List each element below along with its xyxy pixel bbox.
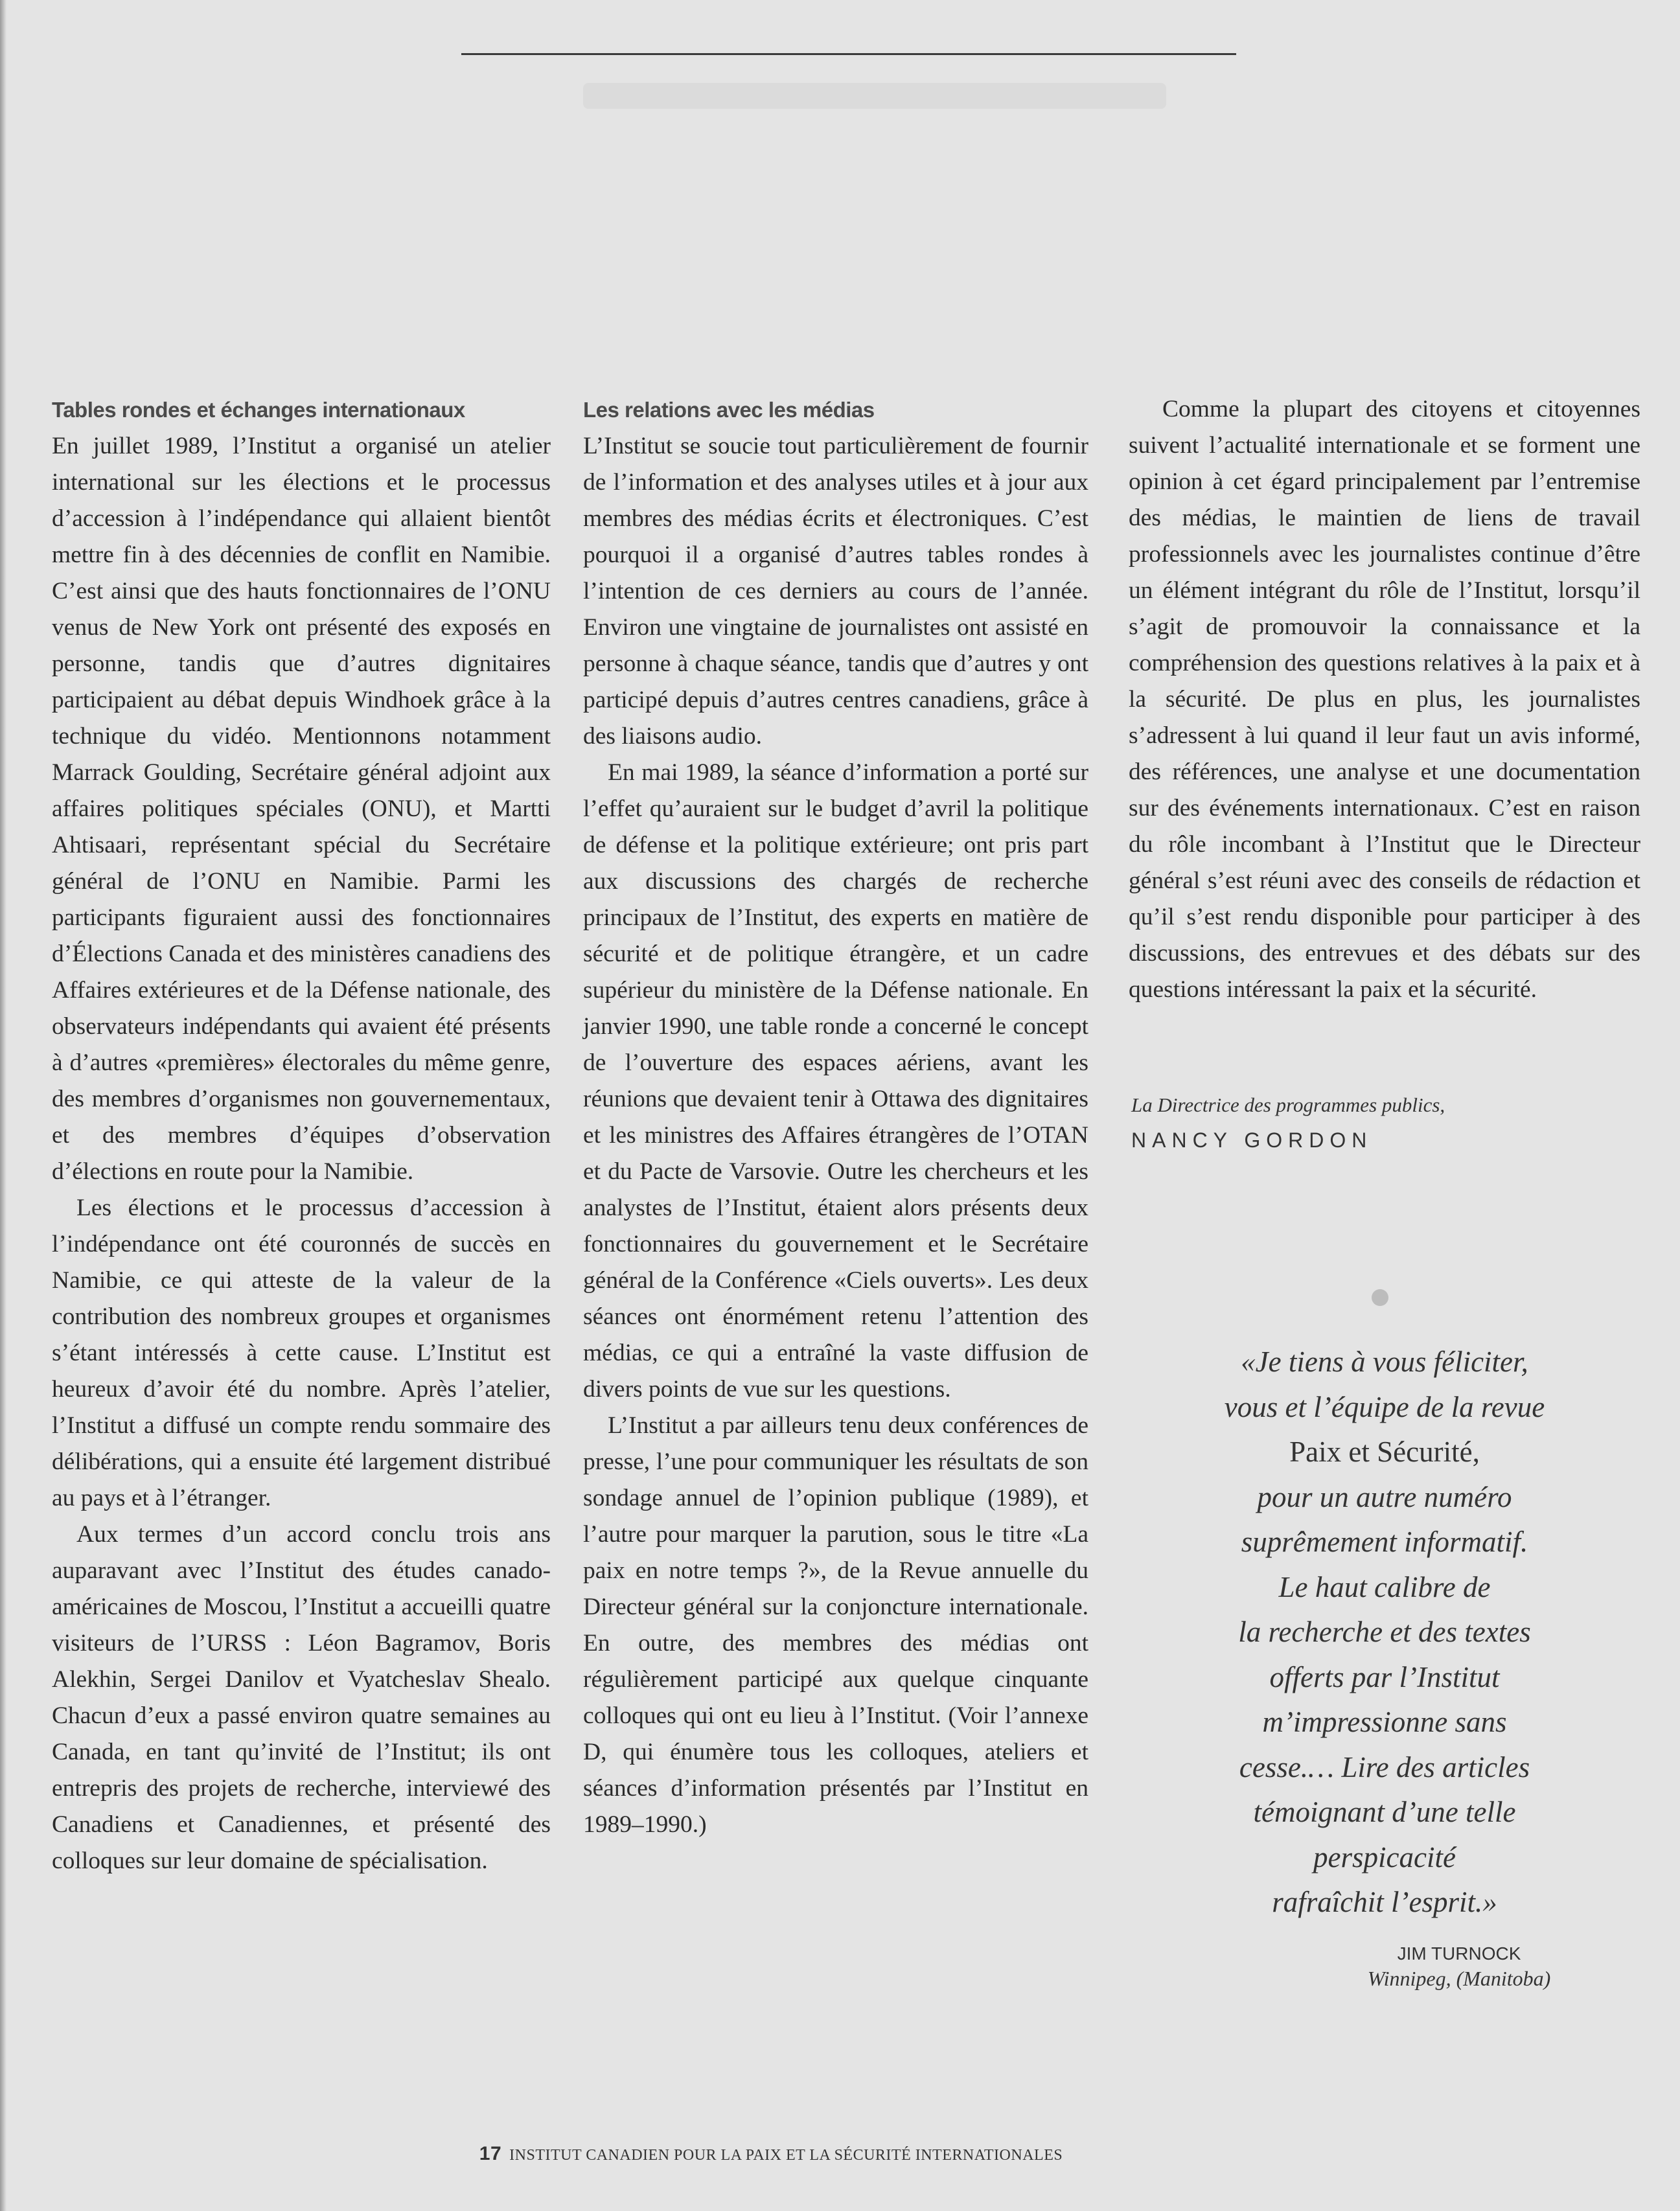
paragraph: En mai 1989, la séance d’information a porté sur l’effet qu’auraient sur le budget d’avril la politique de défense et la politique extérieure; ont pris part aux discussions des chargés de recherche principaux de l’Institut, des experts en matière de sécurité et de politique étrangère, et un cadre supérieur du ministère de la Défense nationale. En janvier 1990, une table ronde a concerné le concept de l’ouverture des espaces aériens, avant les réunions que devaient tenir à Ottawa des dignitaires et les ministres des Affaires étrangères de l’OTAN et du Pacte de Varsovie. Outre les chercheurs et les analystes de l’Institut, étaient alors présents deux fonctionnaires du gouvernement et le Secrétaire général de la Conférence «Ciels ouverts». Les deux séances ont énormément retenu l’attention des médias, ce qui a entraîné la vaste diffusion de divers points de vue sur les questions. xyxy=(583,759,1088,1403)
quote-line: vous et l’équipe de la revue xyxy=(1224,1390,1545,1423)
quote-author: JIM TURNOCK xyxy=(1397,1943,1521,1964)
signature-role: La Directrice des programmes publics, xyxy=(1131,1094,1445,1116)
heading-tables-rondes: Tables rondes et échanges internationaux xyxy=(52,398,465,422)
quote-line: «Je tiens à vous féliciter, xyxy=(1241,1346,1528,1378)
quote-line: suprêmement informatif. xyxy=(1241,1526,1528,1558)
paragraph: Les élections et le processus d’accession à l’indépendance ont été couronnés de succès en Namibie, ce qui atteste de la valeur de la contribution des nombreux groupes et organismes s’étant intéressés à cette cause. L’Institut est heureux d’avoir été du nombre. Après l’atelier, l’Institut a diffusé un compte rendu sommaire des délibérations, qui a ensuite été largement distribué au pays et à l’étranger. xyxy=(52,1195,551,1511)
paragraph: L’Institut a par ailleurs tenu deux conférences de presse, l’une pour communiquer les résultats de son sondage annuel de l’opinion publique (1989), et l’autre pour marquer la parution, sous le titre «La paix en notre temps ?», de la Revue annuelle du Directeur général sur la conjoncture internationale. En outre, des membres des médias ont régulièrement participé aux quelque cinquante colloques qui ont eu lieu à l’Institut. (Voir l’annexe D, qui énumère tous les colloques, ateliers et séances d’information présentés par l’Institut en 1989–1990.) xyxy=(583,1412,1088,1838)
show-through-mark xyxy=(583,83,1166,109)
signature-name: NANCY GORDON xyxy=(1131,1128,1373,1152)
quote-line: Paix et Sécurité, xyxy=(1289,1436,1480,1468)
paragraph: Aux termes d’un accord conclu trois ans auparavant avec l’Institut des études canado-américaines de Moscou, l’Institut a accueilli quatre visiteurs de l’URSS : Léon Bagramov, Boris Alekhin, Sergei Danilov et Vyatcheslav Shealo. Chacun d’eux a passé environ quatre semaines au Canada, en tant qu’invité de l’Institut; ils ont entrepris des projets de recherche, interviewé des Canadiens et Canadiennes, et présenté des colloques sur leur domaine de spécialisation. xyxy=(52,1521,551,1874)
quote-line: perspicacité xyxy=(1313,1840,1456,1873)
quote-attribution xyxy=(1129,1942,1680,1991)
page-footer xyxy=(0,2143,1542,2165)
quote-line: m’impressionne sans xyxy=(1262,1706,1507,1738)
heading-relations-medias: Les relations avec les médias xyxy=(583,398,875,422)
quote-line: la recherche et des textes xyxy=(1238,1616,1531,1648)
quote-line: cesse.… Lire des articles xyxy=(1239,1750,1530,1783)
column-1 xyxy=(52,392,551,1879)
quote-line: rafraîchit l’esprit.» xyxy=(1272,1886,1497,1918)
quote-line: offerts par l’Institut xyxy=(1269,1660,1500,1693)
quote-line: témoignant d’une telle xyxy=(1253,1796,1516,1828)
paragraph: L’Institut se soucie tout particulièrement de fournir de l’information et des analyses utiles et à jour aux membres des médias écrits et électroniques. C’est pourquoi il a organisé d’autres tables rondes à l’intention de ces derniers au cours de l’année. Environ une vingtaine de journalistes ont assisté en personne à chaque séance, tandis que d’autres y ont participé depuis d’autres centres canadiens, grâce à des liaisons audio. xyxy=(583,433,1088,750)
footer-text: INSTITUT CANADIEN POUR LA PAIX ET LA SÉCURITÉ INTERNATIONALES xyxy=(509,2147,1063,2164)
quote-line: Le haut calibre de xyxy=(1278,1570,1491,1603)
page-number: 17 xyxy=(479,2143,502,2164)
bullet-dot xyxy=(1372,1289,1388,1306)
paragraph: Comme la plupart des citoyens et citoyennes suivent l’actualité internationale et se forment une opinion à cet égard principalement par l’entremise des médias, le maintien de liens de travail professionnels avec les journalistes continue d’être un élément intégrant du rôle de l’Institut, lorsqu’il s’agit de promouvoir la connaissance et la compréhension des questions relatives à la paix et à la sécurité. De plus en plus, les journalistes s’adressent à lui quand il leur faut un avis informé, des références, une analyse et une documentation sur des événements internationaux. C’est en raison du rôle incombant à l’Institut que le Directeur général s’est réuni avec des conseils de rédaction et qu’il s’est rendu disponible pour participer à des discussions, des entrevues et des débats sur des questions intéressant la paix et la sécurité. xyxy=(1129,396,1640,1003)
quote-place: Winnipeg, (Manitoba) xyxy=(1367,1967,1551,1990)
column-3 xyxy=(1129,391,1640,1008)
quote-line: pour un autre numéro xyxy=(1257,1480,1512,1513)
pull-quote xyxy=(1129,1340,1640,1925)
column-2 xyxy=(583,392,1088,1843)
page-edge-shadow xyxy=(0,0,6,2211)
paragraph: En juillet 1989, l’Institut a organisé un atelier international sur les élections et le processus d’accession à l’indépendance qui allaient bientôt mettre fin à des décennies de conflit en Namibie. C’est ainsi que des hauts fonctionnaires de l’ONU venus de New York ont présenté des exposés en personne, tandis que d’autres dignitaires participaient au débat depuis Windhoek grâce à la technique du vidéo. Mentionnons notamment Marrack Goulding, Secrétaire général adjoint aux affaires politiques spéciales (ONU), et Martti Ahtisaari, représentant spécial du Secrétaire général de l’ONU en Namibie. Parmi les participants figuraient aussi des fonctionnaires d’Élections Canada et des ministères canadiens des Affaires extérieures et de la Défense nationale, des observateurs indépendants qui avaient été présents à d’autres «premières» électorales du même genre, des membres d’organismes non gouvernementaux, et des membres d’équipes d’observation d’élections en route pour la Namibie. xyxy=(52,433,551,1185)
top-rule xyxy=(461,53,1236,55)
